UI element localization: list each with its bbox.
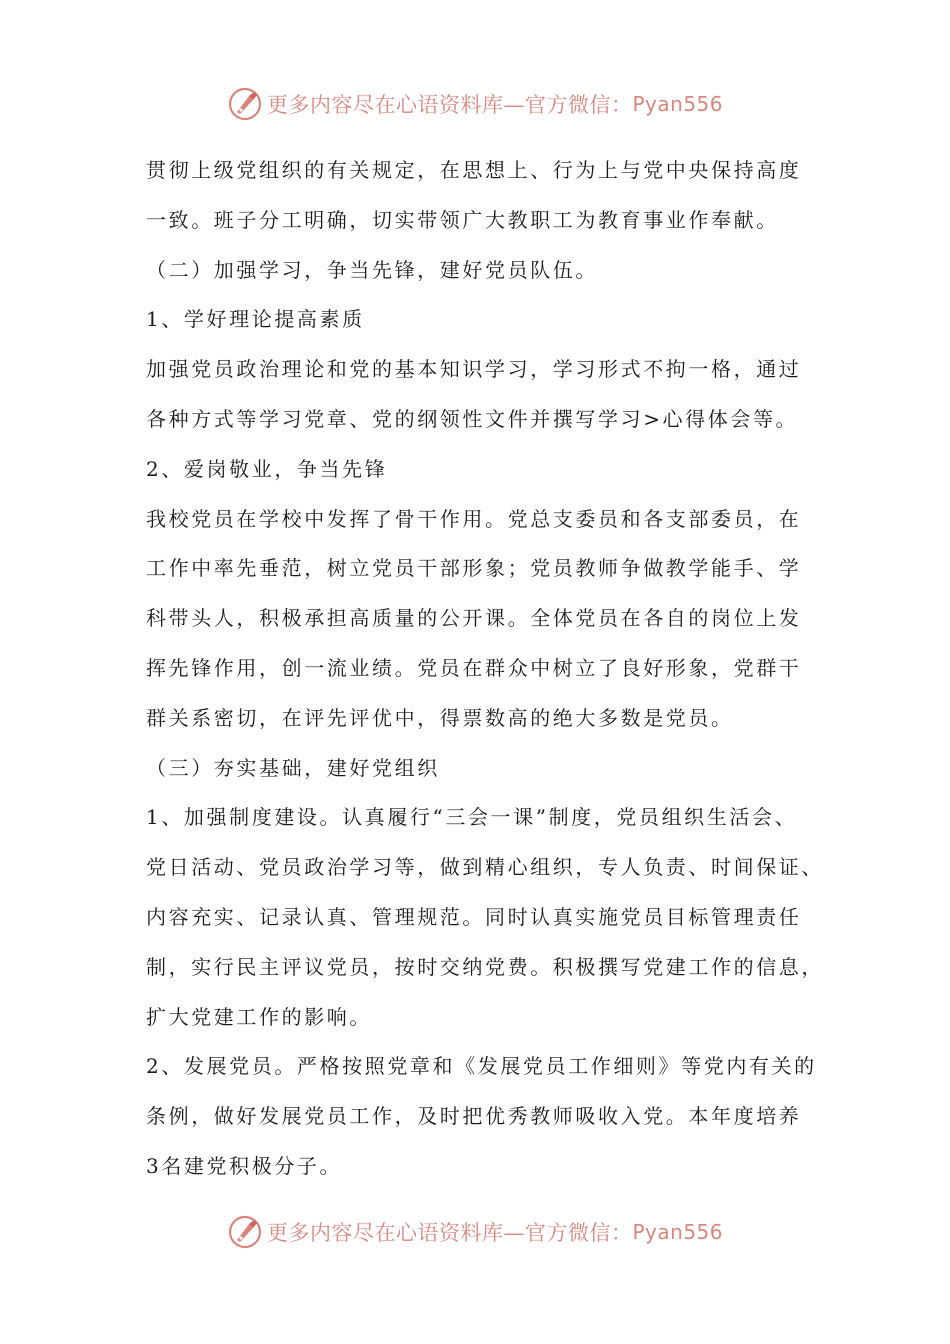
subsection-heading: 1、学好理论提高素质 bbox=[146, 307, 365, 332]
text-line: 各种方式等学习党章、党的纲领性文件并撰写学习>心得体会等。 bbox=[146, 406, 799, 431]
section-heading: （二）加强学习，争当先锋，建好党员队伍。 bbox=[146, 257, 598, 282]
pen-nib-logo-icon bbox=[227, 1214, 263, 1250]
header-watermark-banner bbox=[0, 84, 950, 124]
pen-nib-logo-icon bbox=[227, 86, 263, 122]
text-line: 工作中率先垂范，树立党员干部形象；党员教师争做教学能手、学 bbox=[146, 556, 802, 581]
banner-text: 更多内容尽在心语资料库—官方微信： bbox=[266, 1221, 633, 1245]
text-line: 2、发展党员。严格按照党章和《发展党员工作细则》等党内有关的 bbox=[146, 1054, 817, 1079]
text-line: 条例，做好发展党员工作，及时把优秀教师吸收入党。本年度培养 bbox=[146, 1104, 802, 1129]
subsection-heading: 2、爱岗敬业，争当先锋 bbox=[146, 456, 388, 481]
text-line: 贯彻上级党组织的有关规定，在思想上、行为上与党中央保持高度 bbox=[146, 158, 802, 182]
text-line: 群关系密切，在评先评优中，得票数高的绝大多数是党员。 bbox=[146, 705, 734, 730]
banner-wechat-id: Pyan556 bbox=[632, 1220, 723, 1244]
document-body bbox=[146, 146, 826, 1192]
text-line: 3名建党积极分子。 bbox=[146, 1153, 343, 1178]
banner-wechat-id: Pyan556 bbox=[632, 92, 723, 116]
text-line: 内容充实、记录认真、管理规范。同时认真实施党员目标管理责任 bbox=[146, 904, 802, 929]
footer-watermark-banner bbox=[0, 1212, 950, 1252]
text-line: 科带头人，积极承担高质量的公开课。全体党员在各自的岗位上发 bbox=[146, 606, 802, 631]
text-line: 一致。班子分工明确，切实带领广大教职工为教育事业作奉献。 bbox=[146, 207, 779, 232]
banner-text: 更多内容尽在心语资料库—官方微信： bbox=[266, 93, 633, 117]
section-heading: （三）夯实基础，建好党组织 bbox=[146, 755, 440, 780]
text-line: 1、加强制度建设。认真履行“三会一课”制度，党员组织生活会、 bbox=[146, 805, 798, 830]
text-line: 挥先锋作用，创一流业绩。党员在群众中树立了良好形象，党群干 bbox=[146, 655, 802, 680]
text-line: 党日活动、党员政治学习等，做到精心组织，专人负责、时间保证、 bbox=[146, 855, 824, 880]
text-line: 制，实行民主评议党员，按时交纳党费。积极撰写党建工作的信息， bbox=[146, 954, 824, 979]
text-line: 扩大党建工作的影响。 bbox=[146, 1004, 372, 1029]
text-line: 加强党员政治理论和党的基本知识学习，学习形式不拘一格，通过 bbox=[146, 357, 802, 382]
text-line: 我校党员在学校中发挥了骨干作用。党总支委员和各支部委员，在 bbox=[146, 506, 802, 531]
